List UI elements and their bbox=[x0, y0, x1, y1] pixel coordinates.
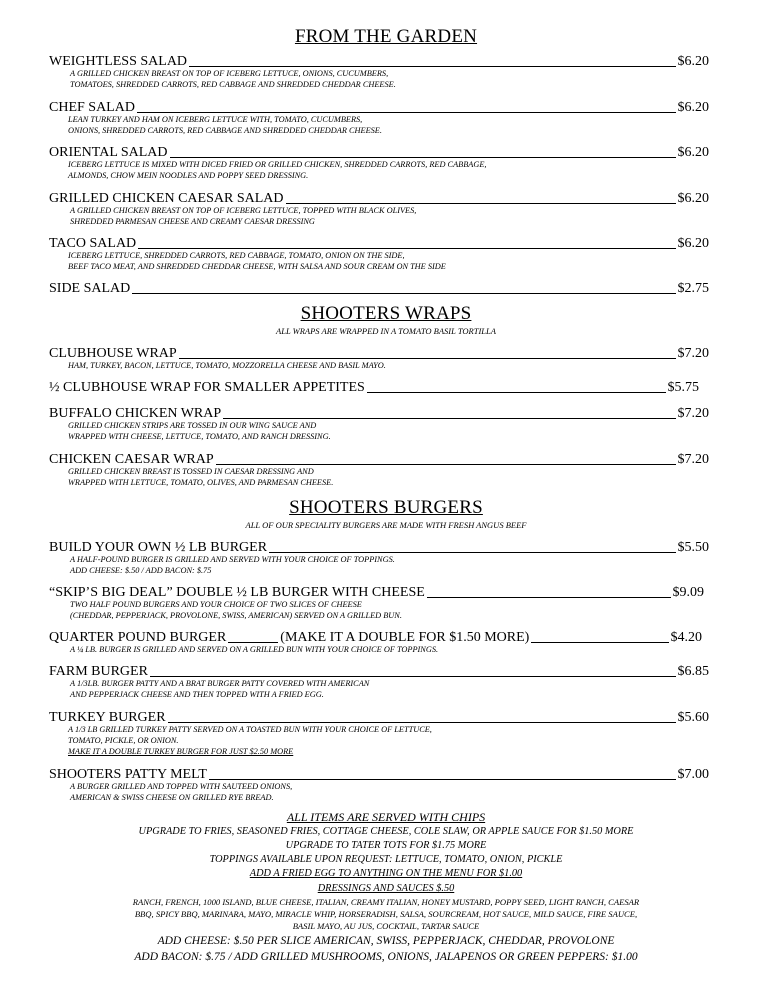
desc-line: A 1/3LB. BURGER PATTY AND A BRAT BURGER PATTY COVERED WITH AMERICAN bbox=[70, 679, 370, 688]
leader-line bbox=[209, 779, 676, 780]
item-description bbox=[70, 205, 416, 227]
desc-line: BEEF TACO MEAT, AND SHREDDED CHEDDAR CHEESE, WITH SALSA AND SOUR CREAM ON THE SIDE bbox=[68, 262, 446, 271]
menu-item-weightless-salad bbox=[49, 50, 709, 70]
menu-item-build-your-own-burger bbox=[49, 536, 709, 556]
desc-line: A ¼ LB. BURGER IS GRILLED AND SERVED ON A GRILLED BUN WITH YOUR CHOICE OF TOPPINGS. bbox=[70, 645, 439, 654]
fried-egg-notice: ADD A FRIED EGG TO ANYTHING ON THE MENU FOR $1.00 bbox=[249, 868, 523, 879]
menu-item-taco-salad bbox=[49, 232, 709, 252]
item-name: BUFFALO CHICKEN WRAP bbox=[49, 406, 222, 421]
leader-line bbox=[228, 642, 278, 643]
menu-item-skips-big-deal bbox=[49, 581, 704, 601]
leader-line bbox=[138, 248, 675, 249]
item-name: CLUBHOUSE WRAP bbox=[49, 346, 177, 361]
menu-item-grilled-chicken-caesar-salad bbox=[49, 187, 709, 207]
leader-line bbox=[223, 418, 675, 419]
desc-line: ALMONDS, CHOW MEIN NOODLES AND POPPY SEED DRESSING. bbox=[68, 171, 309, 180]
menu-item-quarter-pound-burger bbox=[49, 626, 702, 646]
item-name: SHOOTERS PATTY MELT bbox=[49, 767, 207, 782]
item-name: FARM BURGER bbox=[49, 664, 148, 679]
leader-line bbox=[286, 203, 676, 204]
item-name: CHICKEN CAESAR WRAP bbox=[49, 452, 214, 467]
item-extra: (MAKE IT A DOUBLE FOR $1.50 MORE) bbox=[280, 630, 530, 645]
desc-line: WRAPPED WITH CHEESE, LETTUCE, TOMATO, AND RANCH DRESSING. bbox=[68, 432, 331, 441]
item-description bbox=[68, 420, 331, 442]
item-price: $5.75 bbox=[667, 380, 699, 395]
item-name: TACO SALAD bbox=[49, 236, 137, 251]
upgrade-tots-notice: UPGRADE TO TATER TOTS FOR $1.75 MORE bbox=[285, 840, 487, 851]
section-note-burgers: ALL OF OUR SPECIALITY BURGERS ARE MADE WITH FRESH ANGUS BEEF bbox=[245, 520, 527, 530]
item-description bbox=[68, 114, 382, 136]
desc-line: HAM, TURKEY, BACON, LETTUCE, TOMATO, MOZZORELLA CHEESE AND BASIL MAYO. bbox=[68, 361, 386, 370]
add-bacon-notice: ADD BACON: $.75 / ADD GRILLED MUSHROOMS, ONIONS, JALAPENOS OR GREEN PEPPERS: $1.00 bbox=[134, 951, 638, 963]
section-title-wraps: SHOOTERS WRAPS bbox=[300, 303, 472, 324]
leader-line bbox=[179, 358, 676, 359]
desc-line: TWO HALF POUND BURGERS AND YOUR CHOICE OF TWO SLICES OF CHEESE bbox=[70, 600, 362, 609]
menu-item-chef-salad bbox=[49, 96, 709, 116]
leader-line bbox=[168, 722, 676, 723]
leader-line bbox=[137, 112, 676, 113]
item-description bbox=[68, 159, 487, 181]
item-price: $6.85 bbox=[677, 664, 709, 679]
item-description bbox=[70, 599, 402, 621]
item-price: $6.20 bbox=[677, 54, 709, 69]
leader-line bbox=[216, 464, 676, 465]
leader-line bbox=[367, 392, 666, 393]
dressings-title: DRESSINGS AND SAUCES $.50 bbox=[317, 883, 455, 894]
dressings-list-2: BBQ, SPICY BBQ, MARINARA, MAYO, MIRACLE WHIP, HORSERADISH, SALSA, SOURCREAM, HOT SAUCE, MILD SAUCE, FIRE SAUCE, bbox=[134, 909, 638, 919]
desc-line: TOMATO, PICKLE, OR ONION. bbox=[68, 736, 179, 745]
desc-line: ICEBERG LETTUCE, SHREDDED CARROTS, RED CABBAGE, TOMATO, ONION ON THE SIDE, bbox=[68, 251, 405, 260]
desc-line: (CHEDDAR, PEPPERJACK, PROVOLONE, SWISS, AMERICAN) SERVED ON A GRILLED BUN. bbox=[70, 611, 402, 620]
desc-line: LEAN TURKEY AND HAM ON ICEBERG LETTUCE WITH, TOMATO, CUCUMBERS, bbox=[68, 115, 363, 124]
leader-line bbox=[269, 552, 675, 553]
desc-line: ONIONS, SHREDDED CARROTS, RED CABBAGE AND SHREDDED CHEDDAR CHEESE. bbox=[68, 126, 382, 135]
item-price: $9.09 bbox=[672, 585, 704, 600]
upgrade-fries-notice: UPGRADE TO FRIES, SEASONED FRIES, COTTAGE CHEESE, COLE SLAW, OR APPLE SAUCE FOR $1.50 MORE bbox=[138, 826, 634, 837]
chips-notice: ALL ITEMS ARE SERVED WITH CHIPS bbox=[286, 810, 486, 824]
item-price: $7.00 bbox=[677, 767, 709, 782]
item-name: ORIENTAL SALAD bbox=[49, 145, 168, 160]
menu-item-buffalo-chicken-wrap bbox=[49, 402, 709, 422]
item-price: $6.20 bbox=[677, 100, 709, 115]
menu-item-farm-burger bbox=[49, 660, 709, 680]
menu-item-clubhouse-wrap bbox=[49, 342, 709, 362]
desc-line: A 1/3 LB GRILLED TURKEY PATTY SERVED ON A TOASTED BUN WITH YOUR CHOICE OF LETTUCE, bbox=[68, 725, 432, 734]
dressings-list-1: RANCH, FRENCH, 1000 ISLAND, BLUE CHEESE, ITALIAN, CREAMY ITALIAN, HONEY MUSTARD, POPPY SEED, LIGHT RANCH, CAESAR bbox=[132, 897, 640, 907]
item-name: SIDE SALAD bbox=[49, 281, 131, 296]
leader-line bbox=[531, 642, 668, 643]
item-price: $6.20 bbox=[677, 145, 709, 160]
leader-line bbox=[189, 66, 675, 67]
item-price: $7.20 bbox=[677, 452, 709, 467]
item-price: $5.50 bbox=[677, 540, 709, 555]
item-name: CHEF SALAD bbox=[49, 100, 135, 115]
desc-line: MAKE IT A DOUBLE TURKEY BURGER FOR JUST $2.50 MORE bbox=[68, 747, 294, 756]
item-description bbox=[70, 781, 292, 803]
desc-line: ICEBERG LETTUCE IS MIXED WITH DICED FRIED OR GRILLED CHICKEN, SHREDDED CARROTS, RED CABBAGE, bbox=[68, 160, 487, 169]
item-price: $5.60 bbox=[677, 710, 709, 725]
item-name: GRILLED CHICKEN CAESAR SALAD bbox=[49, 191, 284, 206]
item-description bbox=[70, 678, 369, 700]
item-description bbox=[68, 724, 432, 757]
dressings-list-3: BASIL MAYO, AU JUS, COCKTAIL, TARTAR SAUCE bbox=[292, 921, 480, 931]
menu-item-half-clubhouse-wrap bbox=[49, 376, 699, 396]
desc-line: GRILLED CHICKEN BREAST IS TOSSED IN CAESAR DRESSING AND bbox=[68, 467, 314, 476]
item-description bbox=[70, 644, 438, 655]
leader-line bbox=[170, 157, 676, 158]
item-name: BUILD YOUR OWN ½ LB BURGER bbox=[49, 540, 268, 555]
toppings-notice: TOPPINGS AVAILABLE UPON REQUEST: LETTUCE, TOMATO, ONION, PICKLE bbox=[209, 854, 563, 865]
menu-item-turkey-burger bbox=[49, 706, 709, 726]
item-name: WEIGHTLESS SALAD bbox=[49, 54, 188, 69]
leader-line bbox=[132, 293, 675, 294]
add-cheese-notice: ADD CHEESE: $.50 PER SLICE AMERICAN, SWISS, PEPPERJACK, CHEDDAR, PROVOLONE bbox=[157, 935, 615, 947]
item-price: $7.20 bbox=[677, 406, 709, 421]
leader-line bbox=[150, 676, 676, 677]
item-name: “SKIP’S BIG DEAL” DOUBLE ½ LB BURGER WITH CHEESE bbox=[49, 585, 425, 600]
desc-line: TOMATOES, SHREDDED CARROTS, RED CABBAGE AND SHREDDED CHEDDAR CHEESE. bbox=[70, 80, 396, 89]
item-description bbox=[68, 250, 446, 272]
item-description bbox=[70, 554, 395, 576]
item-description bbox=[68, 466, 333, 488]
menu-item-chicken-caesar-wrap bbox=[49, 448, 709, 468]
desc-line: A GRILLED CHICKEN BREAST ON TOP OF ICEBERG LETTUCE, ONIONS, CUCUMBERS, bbox=[70, 69, 389, 78]
desc-line: AND PEPPERJACK CHEESE AND THEN TOPPED WITH A FRIED EGG. bbox=[70, 690, 324, 699]
item-description bbox=[70, 68, 396, 90]
item-price: $7.20 bbox=[677, 346, 709, 361]
menu-item-shooters-patty-melt bbox=[49, 763, 709, 783]
desc-line: A BURGER GRILLED AND TOPPED WITH SAUTEED ONIONS, bbox=[70, 782, 293, 791]
item-price: $6.20 bbox=[677, 191, 709, 206]
item-description bbox=[68, 360, 386, 371]
leader-line bbox=[427, 597, 671, 598]
item-price: $6.20 bbox=[677, 236, 709, 251]
desc-line: SHREDDED PARMESAN CHEESE AND CREAMY CAESAR DRESSING bbox=[70, 217, 315, 226]
item-name: ½ CLUBHOUSE WRAP FOR SMALLER APPETITES bbox=[49, 380, 365, 395]
section-title-burgers: SHOOTERS BURGERS bbox=[289, 497, 483, 518]
item-price: $2.75 bbox=[677, 281, 709, 296]
item-name: TURKEY BURGER bbox=[49, 710, 166, 725]
item-price: $4.20 bbox=[670, 630, 702, 645]
desc-line: ADD CHEESE: $.50 / ADD BACON: $.75 bbox=[70, 566, 212, 575]
menu-item-side-salad bbox=[49, 277, 709, 297]
item-name: QUARTER POUND BURGER bbox=[49, 630, 227, 645]
desc-line: GRILLED CHICKEN STRIPS ARE TOSSED IN OUR WING SAUCE AND bbox=[68, 421, 317, 430]
desc-line: A HALF-POUND BURGER IS GRILLED AND SERVED WITH YOUR CHOICE OF TOPPINGS. bbox=[70, 555, 395, 564]
section-title-garden: FROM THE GARDEN bbox=[294, 26, 478, 47]
desc-line: WRAPPED WITH LETTUCE, TOMATO, OLIVES, AND PARMESAN CHEESE. bbox=[68, 478, 334, 487]
desc-line: AMERICAN & SWISS CHEESE ON GRILLED RYE BREAD. bbox=[70, 793, 274, 802]
desc-line: A GRILLED CHICKEN BREAST ON TOP OF ICEBERG LETTUCE, TOPPED WITH BLACK OLIVES, bbox=[70, 206, 417, 215]
section-note-wraps: ALL WRAPS ARE WRAPPED IN A TOMATO BASIL TORTILLA bbox=[276, 326, 496, 336]
menu-item-oriental-salad bbox=[49, 141, 709, 161]
